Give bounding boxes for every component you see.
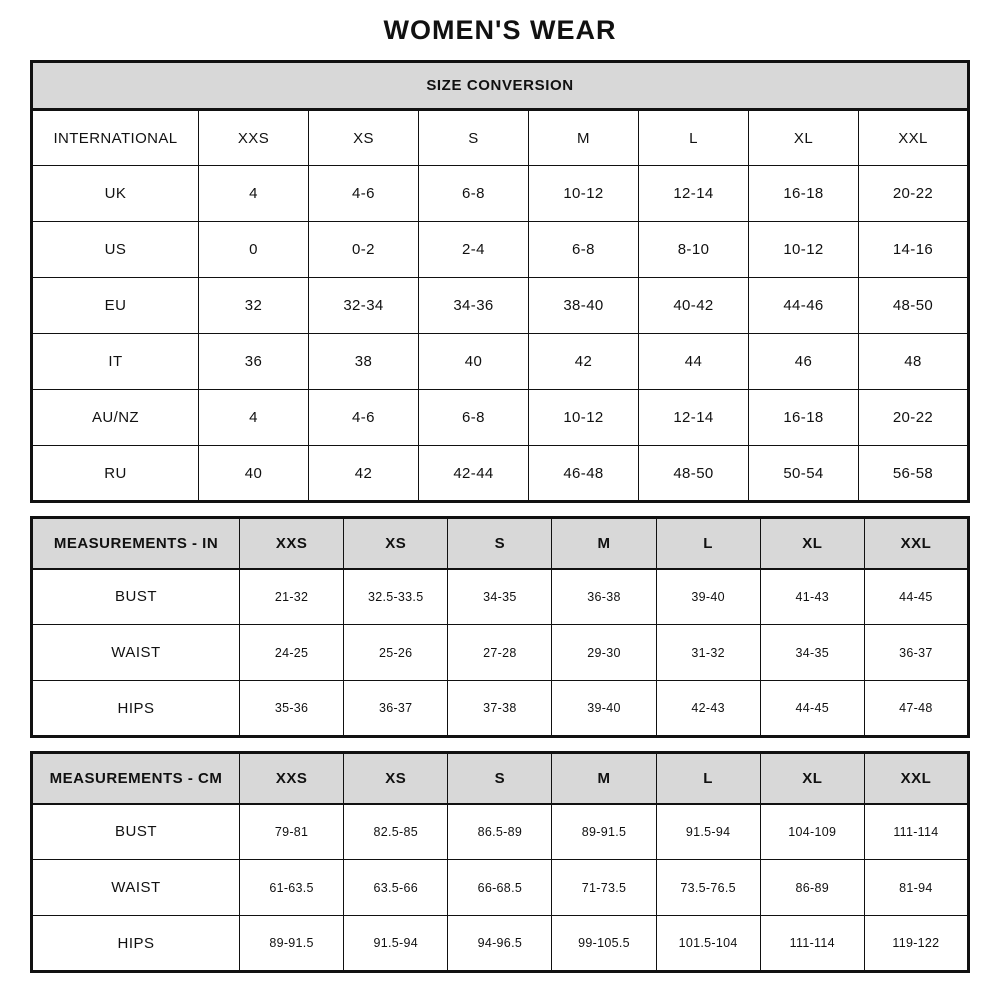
value-cell: 4 [199, 390, 309, 446]
value-cell: 0-2 [309, 222, 419, 278]
size-column-header-cell: S [448, 753, 552, 804]
column-header-row [32, 518, 969, 569]
value-cell: 79-81 [240, 804, 344, 860]
size-column-header-cell: S [419, 110, 529, 166]
size-column-header-cell: L [656, 753, 760, 804]
size-column-header-cell: XXS [199, 110, 309, 166]
value-cell: 0 [199, 222, 309, 278]
value-cell: 25-26 [344, 625, 448, 681]
value-cell: 56-58 [859, 446, 969, 502]
value-cell: 48-50 [639, 446, 749, 502]
value-cell: 27-28 [448, 625, 552, 681]
table-row [32, 222, 969, 278]
size-column-header-cell: XL [760, 753, 864, 804]
value-cell: 20-22 [859, 390, 969, 446]
value-cell: 35-36 [240, 681, 344, 737]
table-title-row [32, 62, 969, 110]
size-column-header-cell: XXL [864, 518, 968, 569]
value-cell: 2-4 [419, 222, 529, 278]
value-cell: 39-40 [552, 681, 656, 737]
row-label-cell: WAIST [32, 625, 240, 681]
value-cell: 94-96.5 [448, 916, 552, 972]
value-cell: 101.5-104 [656, 916, 760, 972]
value-cell: 42 [529, 334, 639, 390]
size-column-header-cell: XL [749, 110, 859, 166]
value-cell: 104-109 [760, 804, 864, 860]
size-column-header-cell: XL [760, 518, 864, 569]
size-column-header-cell: M [552, 753, 656, 804]
value-cell: 39-40 [656, 569, 760, 625]
size-column-header-cell: L [639, 110, 749, 166]
measurements-cm-table [30, 751, 970, 973]
row-label-cell: US [32, 222, 199, 278]
row-label-cell: AU/NZ [32, 390, 199, 446]
value-cell: 47-48 [864, 681, 968, 737]
size-column-header-cell: XXS [240, 753, 344, 804]
value-cell: 34-35 [448, 569, 552, 625]
value-cell: 34-36 [419, 278, 529, 334]
table-row [32, 681, 969, 737]
size-column-header-cell: S [448, 518, 552, 569]
value-cell: 111-114 [760, 916, 864, 972]
page-title: WOMEN'S WEAR [383, 15, 617, 45]
value-cell: 61-63.5 [240, 860, 344, 916]
row-label-header-cell: INTERNATIONAL [32, 110, 199, 166]
value-cell: 48-50 [859, 278, 969, 334]
measurements-in-body [32, 518, 969, 737]
value-cell: 34-35 [760, 625, 864, 681]
value-cell: 16-18 [749, 166, 859, 222]
column-header-row [32, 110, 969, 166]
value-cell: 4-6 [309, 390, 419, 446]
value-cell: 71-73.5 [552, 860, 656, 916]
value-cell: 40 [199, 446, 309, 502]
size-column-header-cell: XS [344, 753, 448, 804]
value-cell: 41-43 [760, 569, 864, 625]
value-cell: 42-43 [656, 681, 760, 737]
table-row [32, 334, 969, 390]
value-cell: 40 [419, 334, 529, 390]
value-cell: 16-18 [749, 390, 859, 446]
value-cell: 81-94 [864, 860, 968, 916]
column-header-row [32, 753, 969, 804]
value-cell: 36 [199, 334, 309, 390]
value-cell: 36-38 [552, 569, 656, 625]
size-column-header-cell: XS [344, 518, 448, 569]
value-cell: 44-45 [760, 681, 864, 737]
size-column-header-cell: XXL [864, 753, 968, 804]
value-cell: 50-54 [749, 446, 859, 502]
value-cell: 63.5-66 [344, 860, 448, 916]
row-label-header-cell: MEASUREMENTS - IN [32, 518, 240, 569]
value-cell: 86-89 [760, 860, 864, 916]
value-cell: 89-91.5 [240, 916, 344, 972]
row-label-cell: UK [32, 166, 199, 222]
value-cell: 14-16 [859, 222, 969, 278]
row-label-cell: BUST [32, 569, 240, 625]
value-cell: 44-45 [864, 569, 968, 625]
value-cell: 46 [749, 334, 859, 390]
size-column-header-cell: XXS [240, 518, 344, 569]
value-cell: 89-91.5 [552, 804, 656, 860]
value-cell: 24-25 [240, 625, 344, 681]
row-label-cell: EU [32, 278, 199, 334]
table-row [32, 390, 969, 446]
value-cell: 86.5-89 [448, 804, 552, 860]
value-cell: 12-14 [639, 390, 749, 446]
value-cell: 99-105.5 [552, 916, 656, 972]
value-cell: 40-42 [639, 278, 749, 334]
size-column-header-cell: M [529, 110, 639, 166]
value-cell: 44 [639, 334, 749, 390]
value-cell: 82.5-85 [344, 804, 448, 860]
value-cell: 10-12 [529, 390, 639, 446]
row-label-header-cell: MEASUREMENTS - CM [32, 753, 240, 804]
value-cell: 42 [309, 446, 419, 502]
value-cell: 4 [199, 166, 309, 222]
row-label-cell: RU [32, 446, 199, 502]
size-column-header-cell: XS [309, 110, 419, 166]
value-cell: 66-68.5 [448, 860, 552, 916]
value-cell: 38 [309, 334, 419, 390]
row-label-cell: WAIST [32, 860, 240, 916]
table-row [32, 916, 969, 972]
value-cell: 6-8 [419, 390, 529, 446]
value-cell: 8-10 [639, 222, 749, 278]
size-column-header-cell: L [656, 518, 760, 569]
value-cell: 10-12 [529, 166, 639, 222]
row-label-cell: IT [32, 334, 199, 390]
value-cell: 12-14 [639, 166, 749, 222]
value-cell: 20-22 [859, 166, 969, 222]
value-cell: 91.5-94 [656, 804, 760, 860]
value-cell: 36-37 [864, 625, 968, 681]
value-cell: 4-6 [309, 166, 419, 222]
size-conversion-body [32, 110, 969, 502]
row-label-cell: HIPS [32, 916, 240, 972]
value-cell: 32-34 [309, 278, 419, 334]
value-cell: 36-37 [344, 681, 448, 737]
table-row [32, 446, 969, 502]
value-cell: 48 [859, 334, 969, 390]
value-cell: 37-38 [448, 681, 552, 737]
value-cell: 73.5-76.5 [656, 860, 760, 916]
value-cell: 31-32 [656, 625, 760, 681]
value-cell: 42-44 [419, 446, 529, 502]
value-cell: 119-122 [864, 916, 968, 972]
table-row [32, 804, 969, 860]
value-cell: 6-8 [419, 166, 529, 222]
value-cell: 111-114 [864, 804, 968, 860]
size-column-header-cell: XXL [859, 110, 969, 166]
value-cell: 29-30 [552, 625, 656, 681]
table-row [32, 625, 969, 681]
value-cell: 6-8 [529, 222, 639, 278]
value-cell: 10-12 [749, 222, 859, 278]
value-cell: 38-40 [529, 278, 639, 334]
measurements-in-table [30, 516, 970, 738]
value-cell: 32.5-33.5 [344, 569, 448, 625]
table-row [32, 278, 969, 334]
value-cell: 46-48 [529, 446, 639, 502]
measurements-cm-body [32, 753, 969, 972]
value-cell: 21-32 [240, 569, 344, 625]
table-row [32, 569, 969, 625]
value-cell: 44-46 [749, 278, 859, 334]
value-cell: 32 [199, 278, 309, 334]
size-conversion-table [30, 60, 970, 503]
table-row [32, 166, 969, 222]
row-label-cell: HIPS [32, 681, 240, 737]
size-column-header-cell: M [552, 518, 656, 569]
size-conversion-title: SIZE CONVERSION [32, 62, 969, 110]
row-label-cell: BUST [32, 804, 240, 860]
value-cell: 91.5-94 [344, 916, 448, 972]
table-row [32, 860, 969, 916]
